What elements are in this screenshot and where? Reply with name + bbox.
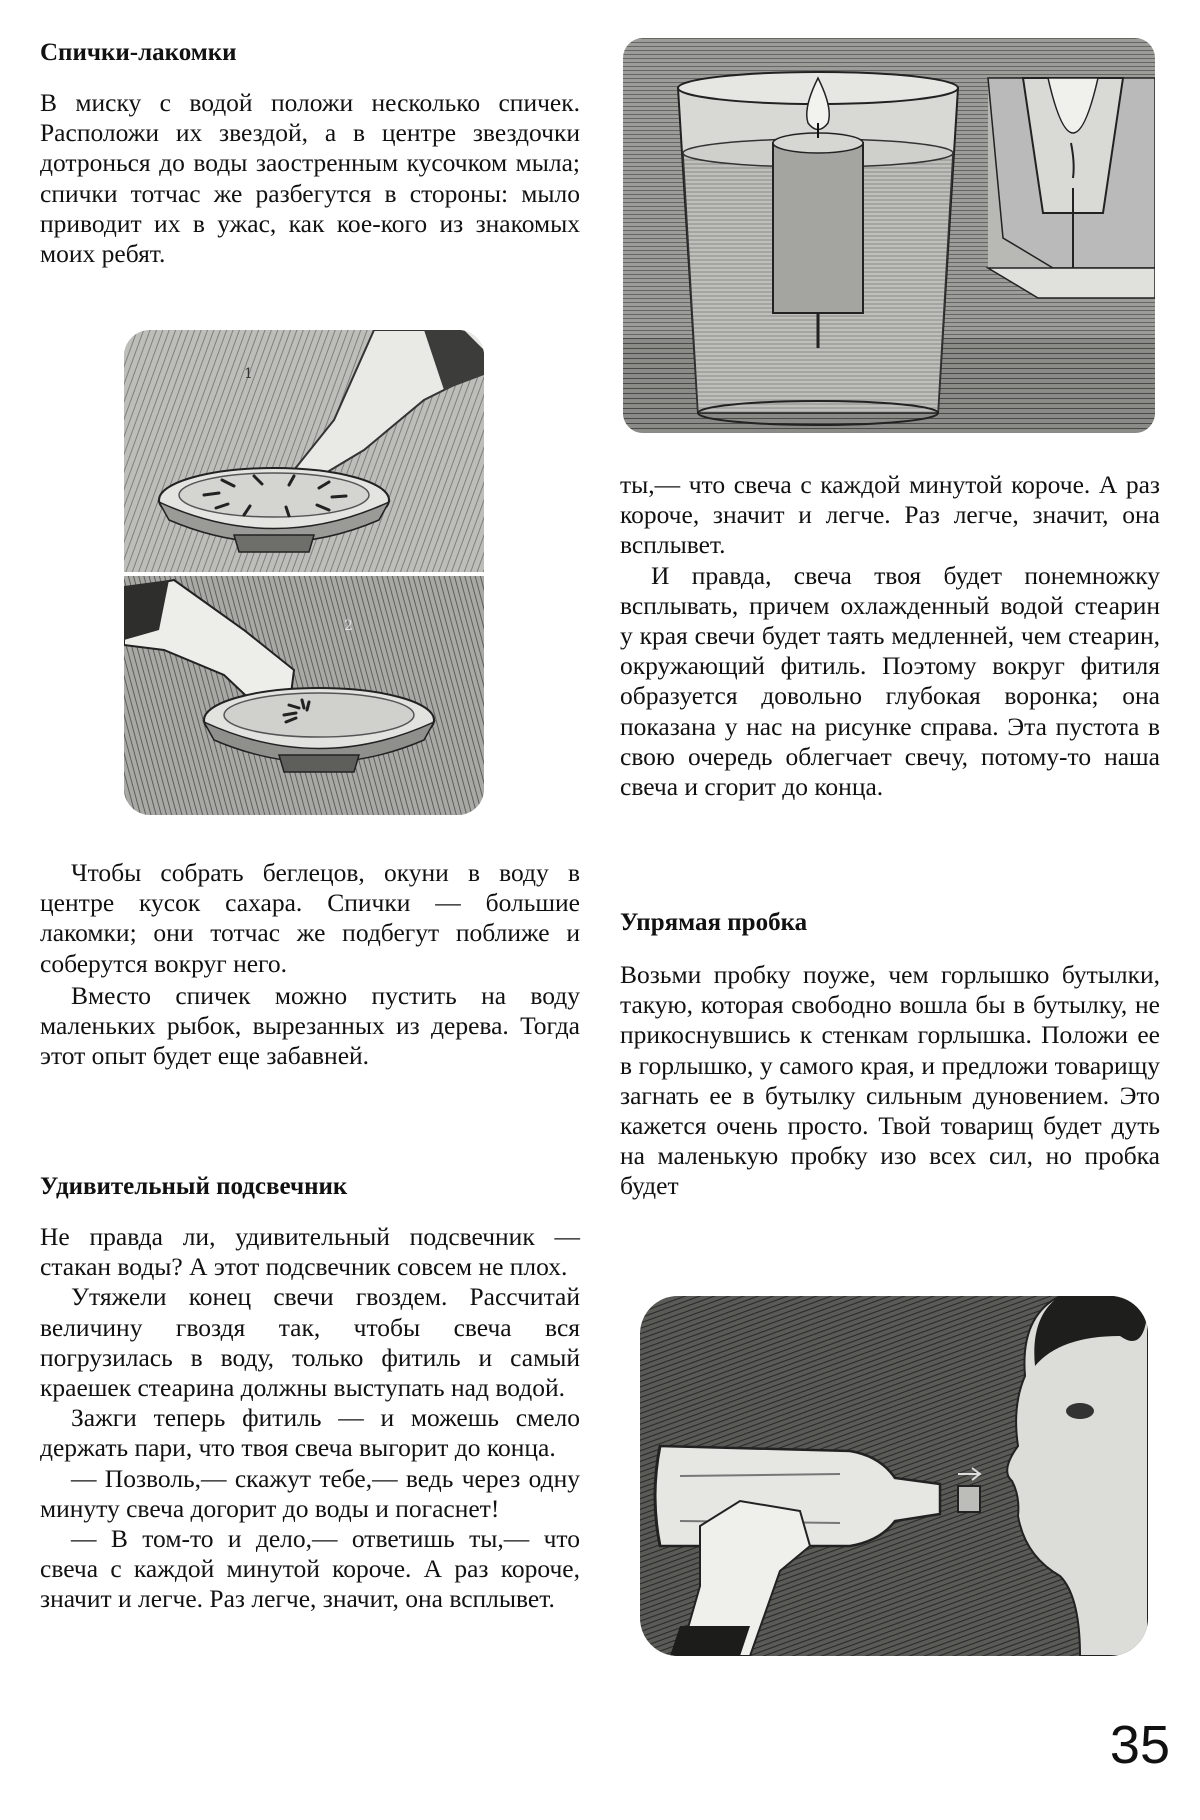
section-title-cork: Упрямая пробка bbox=[620, 909, 808, 936]
page-number: 35 bbox=[1109, 1715, 1170, 1775]
bottle-and-cork-drawing bbox=[640, 1296, 1148, 1656]
paragraph: Утяжели конец свечи гвоздем. Рассчитай величину гвоздя так, чтобы свеча вся погрузилась в воду, только фитиль и самый краешек стеарина должны выступать над водой. bbox=[40, 1282, 580, 1403]
section-matches-continued bbox=[40, 858, 580, 1071]
paragraph: В миску с водой положи несколько спичек. Расположи их звездой, а в центре звездочки дотронься до воды заостренным кусочком мыла; спички тотчас же разбегутся в стороны: мыло приводит их в ужас, как кое-кого из знакомых моих ребят. bbox=[40, 88, 580, 269]
matches-dish-drawing bbox=[124, 330, 484, 815]
paragraph: — В том-то и дело,— ответишь ты,— что свеча с каждой минутой короче. А раз короче, значит и легче. Раз легче, значит, она всплывет. bbox=[40, 1524, 580, 1614]
paragraph: Чтобы собрать беглецов, окуни в воду в центре кусок сахара. Спички — большие лакомки; они тотчас же подбегут поближе и соберутся вокруг него. bbox=[40, 858, 580, 978]
section-candlestick bbox=[40, 1172, 580, 1615]
section-title-candlestick: Удивительный подсвечник bbox=[40, 1173, 348, 1200]
paragraph: — Позволь,— скажут тебе,— ведь через одну минуту свеча догорит до воды и погаснет! bbox=[40, 1463, 580, 1523]
section-matches-intro bbox=[40, 38, 580, 269]
paragraph: Вместо спичек можно пустить на воду маленьких рыбок, вырезанных из дерева. Тогда этот опыт будет еще забавней. bbox=[40, 980, 580, 1071]
paragraph: Возьми пробку поуже, чем горлышко бутылки, такую, которая свободно вошла бы в бутылку, не прикоснувшись к стенкам горлышка. Положи ее в горлышко, у самого края, и предложи товарищу загнать ее в бутылку сильным дуновением. Это кажется очень просто. Твой товарищ будет дуть на маленькую пробку изо всех сил, но пробка будет bbox=[620, 960, 1160, 1201]
paragraph: ты,— что свеча с каждой минутой короче. А раз короче, значит и легче. Раз легче, значит, она всплывет. bbox=[620, 470, 1160, 560]
paragraph: И правда, свеча твоя будет понемножку всплывать, причем охлажденный водой стеарин у края свечи будет таять медленней, чем стеарин, окружающий фитиль. Поэтому вокруг фитиля образуется довольно глубокая воронка; она показана у нас на рисунке справа. Эта пустота в свою очередь облегчает свечу, потому-то наша свеча и сгорит до конца. bbox=[620, 560, 1160, 802]
matches-dish-illustration bbox=[124, 330, 484, 815]
panel-number-2: 2 bbox=[344, 618, 353, 634]
section-title-matches: Спички-лакомки bbox=[40, 39, 237, 66]
section-cork bbox=[620, 908, 1160, 1202]
paragraph: Не правда ли, удивительный подсвечник — стакан воды? А этот подсвечник совсем не плох. bbox=[40, 1222, 580, 1282]
candle-in-glass-illustration bbox=[623, 38, 1155, 433]
paragraph: Зажги теперь фитиль — и можешь смело держать пари, что твоя свеча выгорит до конца. bbox=[40, 1403, 580, 1463]
bottle-and-cork-illustration bbox=[640, 1296, 1148, 1656]
section-candlestick-continued bbox=[620, 470, 1160, 802]
panel-number-1: 1 bbox=[244, 366, 253, 382]
candle-in-glass-drawing bbox=[623, 38, 1155, 433]
